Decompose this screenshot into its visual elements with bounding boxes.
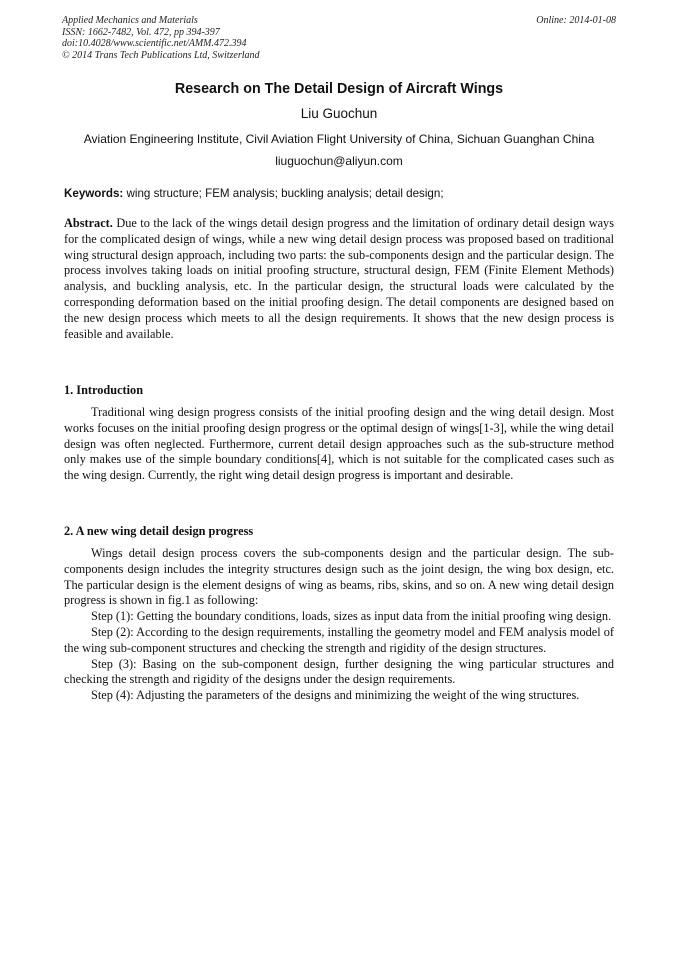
doi-line: doi:10.4028/www.scientific.net/AMM.472.394 [62, 38, 247, 50]
keywords [64, 187, 616, 200]
step-4: Step (4): Adjusting the parameters of the designs and minimizing the weight of the wing structures. [91, 688, 580, 703]
section-heading-design-progress: 2. A new wing detail design progress [64, 524, 254, 538]
introduction-paragraph: Traditional wing design progress consists of the initial proofing design and the wing detail design. Most works focuses on the initial proofing design progress or the optimal design of wings[1-3], while the wing detail design was often neglected. Furthermore, current detail design approaches such as the sub-structure method only makes use of the simple boundary conditions[4], which is not suitable for the complicated cases such as the wing design. Currently, the right wing detail design progress is important and desirable. [64, 405, 614, 483]
author-name: Liu Guochun [300, 106, 378, 121]
keywords-label: Keywords: [64, 187, 124, 200]
copyright-line: © 2014 Trans Tech Publications Ltd, Switzerland [62, 49, 260, 61]
affiliation: Aviation Engineering Institute, Civil Aviation Flight University of China, Sichuan Guanghan China [83, 132, 595, 146]
online-date: Online: 2014-01-08 [536, 15, 616, 26]
design-progress-body [64, 546, 614, 704]
keywords-text: wing structure; FEM analysis; buckling analysis; detail design; [123, 187, 444, 200]
journal-name: Applied Mechanics and Materials [62, 15, 198, 26]
step-2: Step (2): According to the design requirements, installing the geometry model and FEM analysis model of the wing sub-component structures and checking the strength and rigidity of the design structures. [64, 624, 614, 655]
journal-header [62, 15, 616, 61]
step-1: Step (1): Getting the boundary conditions, loads, sizes as input data from the initial proofing wing design. [91, 609, 612, 624]
design-progress-paragraph: Wings detail design process covers the sub-components design and the particular design. The sub-components design includes the integrity structures design such as the joint design, the wing box design, etc. The particular design is the element designs of wing as beams, ribs, skins, and so on. A new wing detail design progress is shown in fig.1 as following: [64, 546, 614, 608]
paper-title: Research on The Detail Design of Aircraft Wings [174, 81, 504, 97]
step-3: Step (3): Basing on the sub-component design, further designing the wing particular structures and checking the strength and rigidity of the designs under the design requirements. [64, 656, 614, 687]
abstract-text: Due to the lack of the wings detail design progress and the limitation of ordinary detail design ways for the complicated design of wings, while a new wing detail design process was proposed based on traditional wing structural design approach, including two parts: the sub-components design and the particular design. The process involves taking loads on initial proofing structure, structural design, FEM (Finite Element Methods) analysis, and buckling analysis, etc. In the particular design, the structural loads were calculated by the corresponding deformation based on the initial proofing design. The detail components are designed based on the new design process which meets to all the design requirements. It shows that the new design process is feasible and available. [64, 216, 614, 341]
abstract [64, 216, 614, 342]
section-heading-introduction: 1. Introduction [64, 383, 144, 397]
abstract-label: Abstract. [64, 216, 113, 230]
author-email: liuguochun@aliyun.com [275, 154, 403, 168]
issn-line: ISSN: 1662-7482, Vol. 472, pp 394-397 [62, 26, 220, 38]
